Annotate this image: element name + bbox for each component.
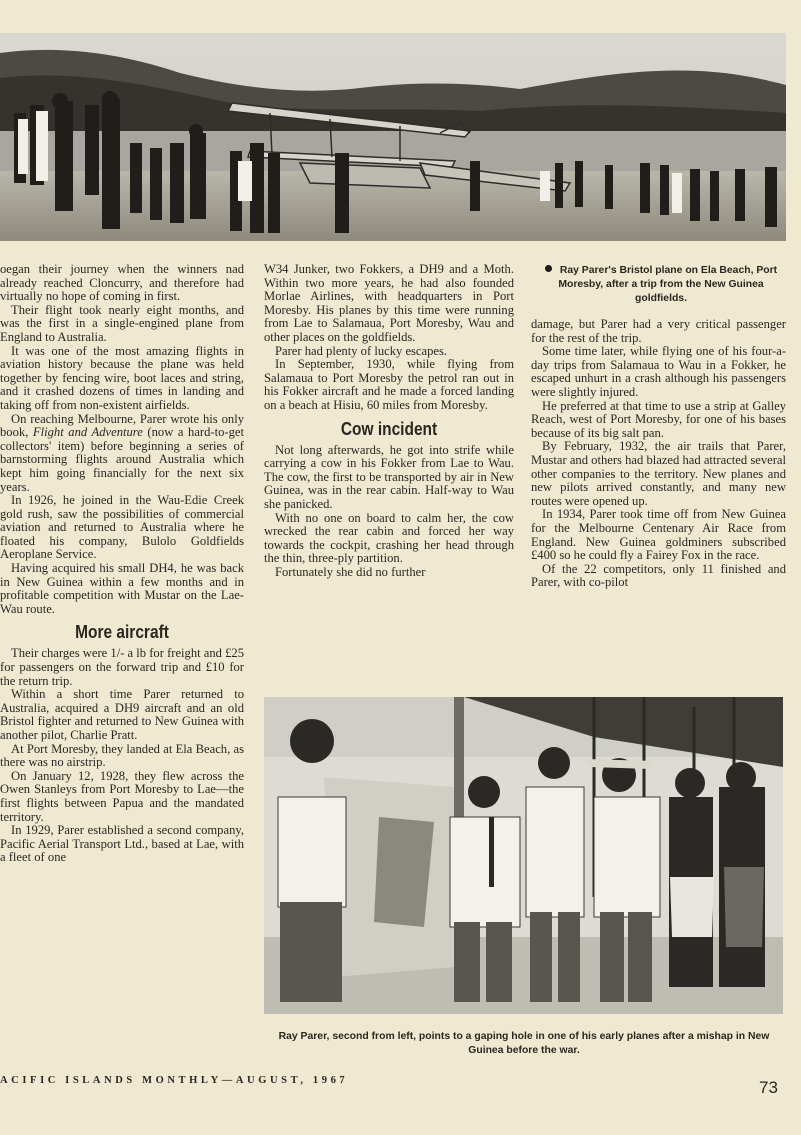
paragraph: Not long afterwards, he got into strife while carrying a cow in his Fokker from Lae to Wau. The cow, the first to be transported by air in New Guinea, was in the rear cabin. Half-way to Wau she panicked. [264, 442, 514, 511]
magazine-masthead-footer: ACIFIC ISLANDS MONTHLY—AUGUST, 1967 [0, 1075, 349, 1086]
paragraph: He preferred at that time to use a strip at Galley Reach, west of Port Moresby, for one of his bases because of its big salt pan. [531, 398, 786, 440]
bottom-photo-caption: Ray Parer, second from left, points to a gaping hole in one of his early planes after a mishap in New Guinea before the war. [278, 1031, 770, 1056]
paragraph: In 1926, he joined in the Wau-Edie Creek gold rush, saw the possibilities of commercial aviation and returned to Australia where he floated his company, Bulolo Goldfields Aeroplane Service. [0, 493, 244, 562]
paragraph: oegan their journey when the winners nad already reached Cloncurry, and therefore had virtually no hope of coming in first. [0, 262, 244, 304]
article-column-1 [0, 263, 244, 865]
paragraph: In September, 1930, while flying from Salamaua to Port Moresby the petrol ran out in his Fokker aircraft and he made a forced landing on a beach at Hisiu, 60 miles from Moresby. [264, 357, 514, 412]
paragraph: Fortunately she did no further [275, 564, 426, 579]
subheading-cow-incident: Cow incident [340, 418, 438, 439]
paragraph: In 1929, Parer established a second company, Pacific Aerial Transport Ltd., based at Lae, with a fleet of one [0, 823, 244, 865]
paragraph: By February, 1932, the air trails that Parer, Mustar and others had blazed had attracted several other companies to the territory. New planes and new pilots arrived constantly, and many new routes were opened up. [531, 439, 786, 508]
article-column-3 [531, 318, 786, 590]
top-photo-caption: Ray Parer's Bristol plane on Ela Beach, Port Moresby, after a trip from the New Guinea goldfields. [535, 264, 787, 306]
bristol-plane-beach-image [0, 33, 786, 241]
paragraph: Their flight took nearly eight months, and was the first in a single-engined plane from England to Australia. [0, 302, 244, 344]
paragraph: Their charges were 1/- a lb for freight and £25 for passengers on the forward trip and £10 for the return trip. [0, 646, 245, 688]
book-title: Flight and Adventure [32, 425, 143, 440]
paragraph: On January 12, 1928, they flew across the Owen Stanleys from Port Moresby to Lae—the first flights between Papua and the mandated territory. [0, 768, 244, 824]
paragraph: Some time later, while flying one of his four-a-day trips from Salamaua to Wau in a Fokker, he escaped unhurt in a crash although his passengers were slightly injured. [531, 344, 786, 399]
bullet-icon [545, 265, 552, 272]
paragraph: damage, but Parer had a very critical passenger for the rest of the trip. [531, 317, 786, 345]
paragraph: On reaching Melbourne, Parer wrote his only book, Flight and Adventure (now a hard-to-get collectors' item) before beginning a series of barnstorming flights around Australia which kept him going financially for the next six years. [0, 411, 244, 494]
paragraph: Within a short time Parer returned to Australia, acquired a DH9 aircraft and an old Bristol fighter and returned to New Guinea with another pilot, Charlie Pratt. [0, 687, 244, 742]
bottom-photo [264, 697, 783, 1014]
subheading-more-aircraft: More aircraft [75, 622, 169, 643]
paragraph: Having acquired his small DH4, he was back in New Guinea within a few months and in profitable competition with Mustar on the Lae-Wau route. [0, 561, 244, 616]
paragraph: Of the 22 competitors, only 11 finished and Parer, with co-pilot [531, 561, 786, 590]
page-number: 73 [759, 1078, 778, 1097]
paragraph: At Port Moresby, they landed at Ela Beach, as there was no airstrip. [0, 741, 244, 770]
top-photo [0, 33, 786, 241]
paragraph: W34 Junker, two Fokkers, a DH9 and a Moth. Within two more years, he had also founded Morlae Airlines, with headquarters in Port Moresby. His planes by this time were running from Lae to Salamaua, Port Moresby, Wau and other places on the goldfields. [264, 262, 514, 344]
article-column-2 [264, 263, 514, 579]
paragraph: With no one on board to calm her, the cow wrecked the rear cabin and forced her way towards the cockpit, crashing her head through the thin, three-ply partition. [264, 510, 514, 566]
men-by-damaged-plane-image [264, 697, 783, 1014]
paragraph: Parer had plenty of lucky escapes. [275, 343, 448, 358]
paragraph: In 1934, Parer took time off from New Guinea for the Melbourne Centenary Air Race from England. New Guinea goldminers subscribed £400 so he could fly a Fairey Fox in the race. [531, 507, 786, 563]
paragraph: It was one of the most amazing flights in aviation history because the plane was held together by fencing wire, boot laces and string, and it crashed dozens of times in landing and taking off from non-existent airfields. [0, 343, 244, 412]
